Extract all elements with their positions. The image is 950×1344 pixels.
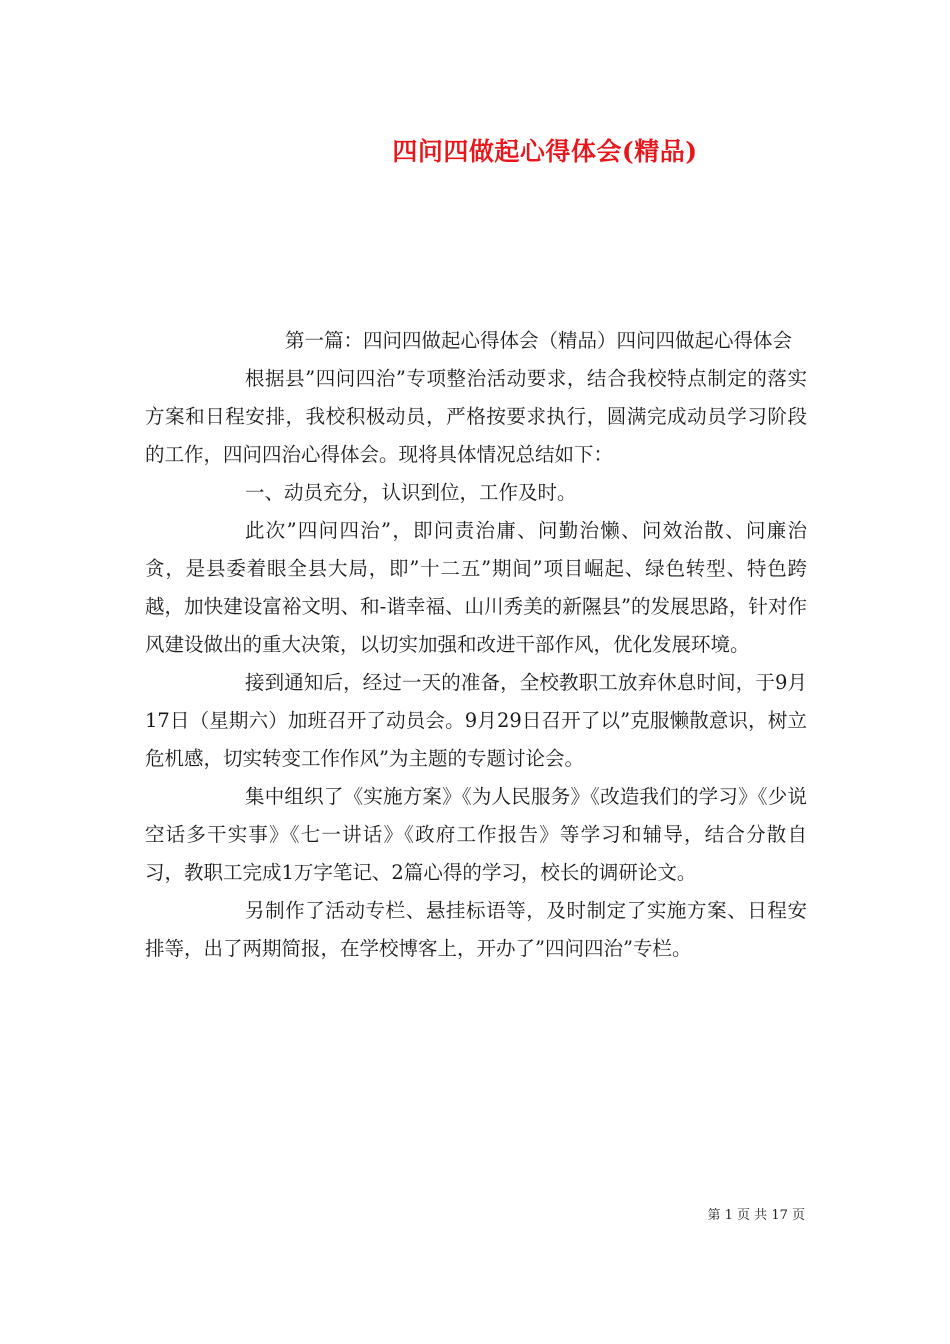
body-paragraph: 接到通知后，经过一天的准备，全校教职工放弃休息时间，于9月17日（星期六）加班召开了动员会。9月29日召开了以”克服懒散意识，树立危机感，切实转变工作作风”为主题的专题讨论会。 [145, 671, 807, 770]
document-body [145, 322, 807, 968]
page-number-footer: 第 1 页 共 17 页 [707, 1208, 805, 1223]
body-paragraph: 另制作了活动专栏、悬挂标语等，及时制定了实施方案、日程安排等，出了两期简报，在学校博客上，开办了”四问四治”专栏。 [145, 899, 807, 960]
body-paragraph: 根据县”四问四治”专项整治活动要求，结合我校特点制定的落实方案和日程安排，我校积极动员，严格按要求执行，圆满完成动员学习阶段的工作，四问四治心得体会。现将具体情况总结如下： [145, 367, 807, 466]
body-paragraph: 集中组织了《实施方案》《为人民服务》《改造我们的学习》《少说空话多干实事》《七一讲话》《政府工作报告》等学习和辅导，结合分散自习，教职工完成1万字笔记、2篇心得的学习，校长的调研论文。 [145, 785, 807, 884]
document-title: 四问四做起心得体会(精品) [392, 137, 698, 166]
section-heading: 一、动员充分，认识到位，工作及时。 [245, 481, 577, 504]
body-paragraph: 此次”四问四治”，即问责治庸、问勤治懒、问效治散、问廉治贪，是县委着眼全县大局，即”十二五”期间”项目崛起、绿色转型、特色跨越，加快建设富裕文明、和-谐幸福、山川秀美的新隰县”的发展思路，针对作风建设做出的重大决策，以切实加强和改进干部作风，优化发展环境。 [145, 519, 807, 656]
intro-paragraph: 第一篇：四问四做起心得体会（精品）四问四做起心得体会 [285, 329, 793, 352]
